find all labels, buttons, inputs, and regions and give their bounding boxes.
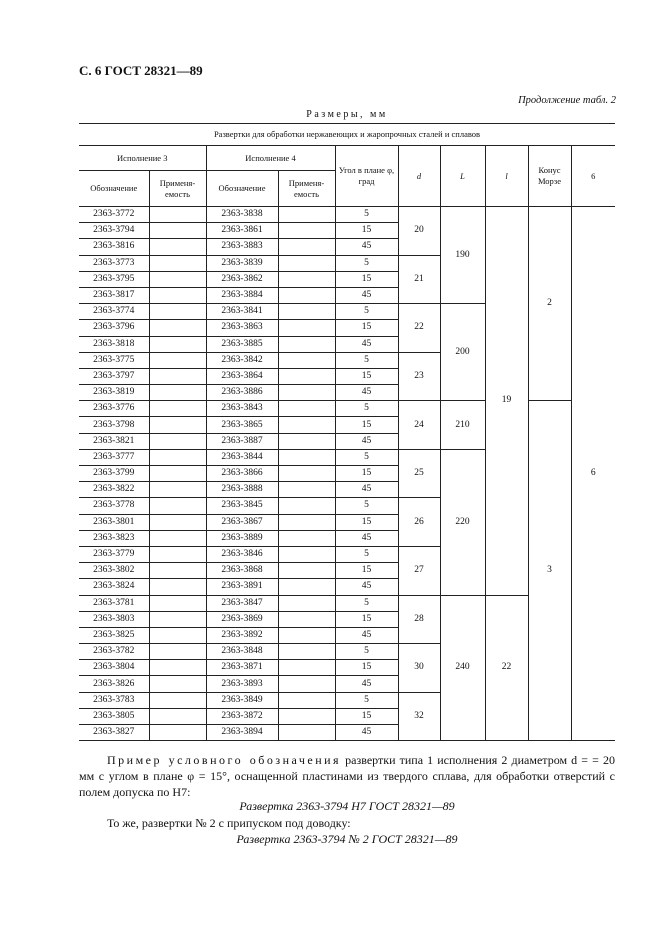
header-teeth: 6 [571,146,615,207]
designation-exec4-cell: 2363-3885 [206,336,278,352]
designation-exec3-cell: 2363-3805 [79,708,149,724]
applicability-exec4-cell [278,498,335,514]
designation-exec3-cell: 2363-3778 [79,498,149,514]
designation-exec3-cell: 2363-3774 [79,304,149,320]
applicability-exec3-cell [149,271,206,287]
designation-exec4-cell: 2363-3894 [206,725,278,741]
applicability-exec4-cell [278,207,335,223]
same-note: То же, развертки № 2 с припуском под доводку: [107,816,351,830]
designation-exec4-cell: 2363-3863 [206,320,278,336]
applicability-exec4-cell [278,449,335,465]
designation-exec4-cell: 2363-3869 [206,611,278,627]
applicability-exec4-cell [278,466,335,482]
angle-cell: 15 [335,660,398,676]
angle-cell: 5 [335,401,398,417]
d-cell: 26 [398,498,440,547]
designation-exec4-cell: 2363-3887 [206,433,278,449]
L-cell: 240 [440,595,485,741]
angle-cell: 15 [335,466,398,482]
angle-cell: 45 [335,336,398,352]
designation-exec4-cell: 2363-3884 [206,287,278,303]
designation-exec3-cell: 2363-3781 [79,595,149,611]
designation-exec4-cell: 2363-3865 [206,417,278,433]
applicability-exec4-cell [278,287,335,303]
page-header: С. 6 ГОСТ 28321—89 [79,63,203,78]
applicability-exec3-cell [149,401,206,417]
angle-cell: 45 [335,239,398,255]
designation-exec4-cell: 2363-3847 [206,595,278,611]
header-designation-4: Обозначение [206,171,278,207]
angle-cell: 5 [335,692,398,708]
morse-cell: 2 [528,207,571,401]
L-cell: 200 [440,304,485,401]
example-designation-2: Развертка 2363-3794 № 2 ГОСТ 28321—89 [236,832,458,846]
designation-exec4-cell: 2363-3866 [206,466,278,482]
header-exec4: Исполнение 4 [206,146,335,171]
header-d: d [398,146,440,207]
applicability-exec4-cell [278,255,335,271]
designation-exec3-cell: 2363-3775 [79,352,149,368]
designation-exec3-cell: 2363-3777 [79,449,149,465]
designation-exec4-cell: 2363-3864 [206,368,278,384]
angle-cell: 5 [335,207,398,223]
applicability-exec3-cell [149,644,206,660]
designation-exec4-cell: 2363-3843 [206,401,278,417]
designation-exec3-cell: 2363-3802 [79,563,149,579]
dimensions-note: Размеры, мм [306,109,388,120]
designation-exec3-cell: 2363-3817 [79,287,149,303]
angle-cell: 45 [335,530,398,546]
example-designation-1: Развертка 2363-3794 Н7 ГОСТ 28321—89 [239,799,455,813]
applicability-exec3-cell [149,352,206,368]
angle-cell: 5 [335,498,398,514]
applicability-exec4-cell [278,644,335,660]
d-cell: 27 [398,546,440,595]
applicability-exec3-cell [149,207,206,223]
applicability-exec4-cell [278,692,335,708]
designation-exec4-cell: 2363-3849 [206,692,278,708]
applicability-exec3-cell [149,676,206,692]
header-applicability-4: Применя-емость [278,171,335,207]
d-cell: 32 [398,692,440,741]
angle-cell: 15 [335,320,398,336]
angle-cell: 15 [335,417,398,433]
example-heading: Пример условного обозначения [107,753,342,767]
designation-exec4-cell: 2363-3871 [206,660,278,676]
designation-exec3-cell: 2363-3819 [79,385,149,401]
designation-exec4-cell: 2363-3838 [206,207,278,223]
applicability-exec3-cell [149,417,206,433]
d-cell: 25 [398,449,440,498]
angle-cell: 5 [335,546,398,562]
designation-exec4-cell: 2363-3839 [206,255,278,271]
applicability-exec4-cell [278,239,335,255]
applicability-exec3-cell [149,482,206,498]
morse-cell: 3 [528,401,571,741]
L-cell: 210 [440,401,485,450]
designation-exec3-cell: 2363-3795 [79,271,149,287]
designation-exec4-cell: 2363-3848 [206,644,278,660]
reamer-table [79,123,615,741]
applicability-exec3-cell [149,708,206,724]
d-cell: 30 [398,644,440,693]
designation-exec3-cell: 2363-3794 [79,223,149,239]
angle-cell: 5 [335,644,398,660]
applicability-exec3-cell [149,692,206,708]
d-cell: 24 [398,401,440,450]
designation-exec3-cell: 2363-3827 [79,725,149,741]
applicability-exec4-cell [278,530,335,546]
table-title: Развертки для обработки нержавеющих и жаропрочных сталей и сплавов [79,124,615,146]
designation-exec3-cell: 2363-3822 [79,482,149,498]
applicability-exec3-cell [149,498,206,514]
applicability-exec3-cell [149,336,206,352]
applicability-exec4-cell [278,725,335,741]
applicability-exec3-cell [149,449,206,465]
applicability-exec3-cell [149,595,206,611]
L-cell: 190 [440,207,485,304]
designation-exec3-cell: 2363-3773 [79,255,149,271]
applicability-exec3-cell [149,466,206,482]
angle-cell: 45 [335,385,398,401]
applicability-exec3-cell [149,725,206,741]
angle-cell: 45 [335,579,398,595]
d-cell: 20 [398,207,440,256]
designation-exec3-cell: 2363-3818 [79,336,149,352]
designation-exec4-cell: 2363-3872 [206,708,278,724]
applicability-exec4-cell [278,676,335,692]
applicability-exec3-cell [149,514,206,530]
applicability-exec4-cell [278,627,335,643]
applicability-exec3-cell [149,320,206,336]
designation-exec3-cell: 2363-3801 [79,514,149,530]
designation-exec3-cell: 2363-3823 [79,530,149,546]
applicability-exec3-cell [149,255,206,271]
teeth-cell: 6 [571,207,615,741]
designation-exec3-cell: 2363-3776 [79,401,149,417]
applicability-exec4-cell [278,336,335,352]
applicability-exec3-cell [149,579,206,595]
designation-exec3-cell: 2363-3803 [79,611,149,627]
applicability-exec3-cell [149,239,206,255]
applicability-exec4-cell [278,546,335,562]
designation-exec3-cell: 2363-3816 [79,239,149,255]
example-paragraph [79,752,615,800]
applicability-exec4-cell [278,417,335,433]
l-cell: 19 [485,207,528,596]
applicability-exec4-cell [278,660,335,676]
angle-cell: 45 [335,482,398,498]
designation-exec4-cell: 2363-3845 [206,498,278,514]
designation-exec4-cell: 2363-3842 [206,352,278,368]
angle-cell: 15 [335,708,398,724]
angle-cell: 5 [335,449,398,465]
applicability-exec4-cell [278,433,335,449]
header-l: l [485,146,528,207]
designation-exec3-cell: 2363-3804 [79,660,149,676]
l-cell: 22 [485,595,528,741]
applicability-exec3-cell [149,627,206,643]
applicability-exec4-cell [278,271,335,287]
angle-cell: 45 [335,627,398,643]
angle-cell: 5 [335,352,398,368]
d-cell: 22 [398,304,440,353]
applicability-exec4-cell [278,385,335,401]
designation-exec3-cell: 2363-3799 [79,466,149,482]
header-angle: Угол в плане φ, град [335,146,398,207]
applicability-exec3-cell [149,563,206,579]
designation-exec3-cell: 2363-3821 [79,433,149,449]
applicability-exec4-cell [278,611,335,627]
designation-exec4-cell: 2363-3888 [206,482,278,498]
angle-cell: 15 [335,514,398,530]
angle-cell: 15 [335,271,398,287]
designation-exec3-cell: 2363-3797 [79,368,149,384]
applicability-exec4-cell [278,304,335,320]
applicability-exec4-cell [278,514,335,530]
applicability-exec4-cell [278,368,335,384]
applicability-exec3-cell [149,433,206,449]
designation-exec4-cell: 2363-3861 [206,223,278,239]
header-applicability-3: Применя-емость [149,171,206,207]
designation-exec3-cell: 2363-3779 [79,546,149,562]
header-L: L [440,146,485,207]
designation-exec4-cell: 2363-3893 [206,676,278,692]
designation-exec3-cell: 2363-3783 [79,692,149,708]
designation-exec3-cell: 2363-3825 [79,627,149,643]
applicability-exec4-cell [278,595,335,611]
d-cell: 23 [398,352,440,401]
applicability-exec4-cell [278,579,335,595]
designation-exec4-cell: 2363-3867 [206,514,278,530]
applicability-exec4-cell [278,320,335,336]
d-cell: 21 [398,255,440,304]
table-continuation: Продолжение табл. 2 [518,95,616,106]
angle-cell: 45 [335,433,398,449]
designation-exec4-cell: 2363-3841 [206,304,278,320]
designation-exec3-cell: 2363-3824 [79,579,149,595]
angle-cell: 15 [335,368,398,384]
designation-exec3-cell: 2363-3826 [79,676,149,692]
angle-cell: 5 [335,304,398,320]
applicability-exec3-cell [149,611,206,627]
example-body: развертки типа 1 исполнения 2 диаметром d = = 20 мм с углом в плане φ = 15°, оснащенной пластинами из твердого сплава, для обработки отверстий с полем допуска по Н7: [79,753,615,799]
angle-cell: 5 [335,255,398,271]
applicability-exec4-cell [278,708,335,724]
angle-cell: 15 [335,563,398,579]
header-designation-3: Обозначение [79,171,149,207]
designation-exec4-cell: 2363-3886 [206,385,278,401]
header-morse: Конус Морзе [528,146,571,207]
designation-exec3-cell: 2363-3782 [79,644,149,660]
applicability-exec3-cell [149,304,206,320]
applicability-exec3-cell [149,368,206,384]
designation-exec3-cell: 2363-3796 [79,320,149,336]
applicability-exec3-cell [149,223,206,239]
applicability-exec3-cell [149,287,206,303]
angle-cell: 15 [335,611,398,627]
angle-cell: 15 [335,223,398,239]
designation-exec3-cell: 2363-3798 [79,417,149,433]
designation-exec4-cell: 2363-3889 [206,530,278,546]
applicability-exec4-cell [278,482,335,498]
designation-exec4-cell: 2363-3844 [206,449,278,465]
applicability-exec4-cell [278,352,335,368]
applicability-exec4-cell [278,223,335,239]
designation-exec4-cell: 2363-3862 [206,271,278,287]
applicability-exec3-cell [149,546,206,562]
applicability-exec4-cell [278,563,335,579]
L-cell: 220 [440,449,485,595]
applicability-exec3-cell [149,385,206,401]
angle-cell: 45 [335,725,398,741]
applicability-exec3-cell [149,660,206,676]
designation-exec4-cell: 2363-3868 [206,563,278,579]
designation-exec4-cell: 2363-3846 [206,546,278,562]
designation-exec4-cell: 2363-3891 [206,579,278,595]
designation-exec4-cell: 2363-3892 [206,627,278,643]
angle-cell: 5 [335,595,398,611]
header-exec3: Исполнение 3 [79,146,206,171]
d-cell: 28 [398,595,440,644]
applicability-exec3-cell [149,530,206,546]
applicability-exec4-cell [278,401,335,417]
angle-cell: 45 [335,676,398,692]
designation-exec4-cell: 2363-3883 [206,239,278,255]
angle-cell: 45 [335,287,398,303]
designation-exec3-cell: 2363-3772 [79,207,149,223]
